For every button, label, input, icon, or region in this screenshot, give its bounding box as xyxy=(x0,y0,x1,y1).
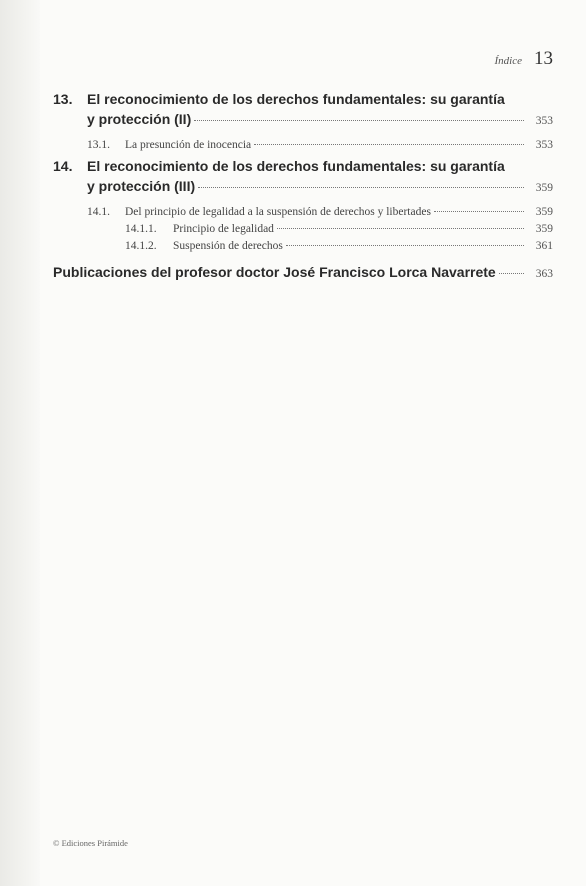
section-title: Del principio de legalidad a la suspensión de derechos y libertades xyxy=(125,206,431,218)
chapter-page: 359 xyxy=(535,182,553,194)
section-number: 14.1. xyxy=(87,206,110,218)
toc-publications xyxy=(53,262,553,284)
copyright-footer: © Ediciones Pirámide xyxy=(53,838,128,848)
chapter-title-line2: y protección (III) xyxy=(87,178,196,194)
dot-leader xyxy=(254,144,524,145)
section-page: 353 xyxy=(535,139,553,151)
chapter-title-line2: y protección (II) xyxy=(87,111,192,127)
toc-section-13-1 xyxy=(53,137,553,154)
section-page: 359 xyxy=(535,206,553,218)
publications-page: 363 xyxy=(535,268,553,280)
subsection-title: Suspensión de derechos xyxy=(173,240,283,252)
toc-subsection-14-1-2 xyxy=(53,238,553,255)
toc-subsection-14-1-1 xyxy=(53,221,553,238)
running-header xyxy=(495,48,553,70)
subsection-title: Principio de legalidad xyxy=(173,223,274,235)
subsection-page: 359 xyxy=(535,223,553,235)
chapter-number: 13. xyxy=(53,91,73,107)
section-number: 13.1. xyxy=(87,139,110,151)
dot-leader xyxy=(499,273,524,274)
toc-chapter-13 xyxy=(53,89,553,154)
dot-leader xyxy=(434,211,524,212)
dot-leader xyxy=(277,228,524,229)
subsection-page: 361 xyxy=(535,240,553,252)
subsection-number: 14.1.2. xyxy=(125,240,157,252)
subsection-number: 14.1.1. xyxy=(125,223,157,235)
dot-leader xyxy=(286,245,524,246)
toc-chapter-14 xyxy=(53,156,553,255)
chapter-number: 14. xyxy=(53,158,73,174)
header-page-number: 13 xyxy=(534,48,553,69)
chapter-title-line1: El reconocimiento de los derechos fundamentales: su garantía xyxy=(87,91,505,107)
scan-margin-shadow xyxy=(0,0,40,886)
dot-leader xyxy=(194,120,524,121)
toc-section-14-1 xyxy=(53,204,553,221)
section-title: La presunción de inocencia xyxy=(125,139,252,151)
chapter-title-line1: El reconocimiento de los derechos fundamentales: su garantía xyxy=(87,158,505,174)
header-section-title: Índice xyxy=(494,55,522,67)
dot-leader xyxy=(198,187,524,188)
chapter-page: 353 xyxy=(535,115,553,127)
publications-title: Publicaciones del profesor doctor José Francisco Lorca Navarrete xyxy=(53,264,496,280)
